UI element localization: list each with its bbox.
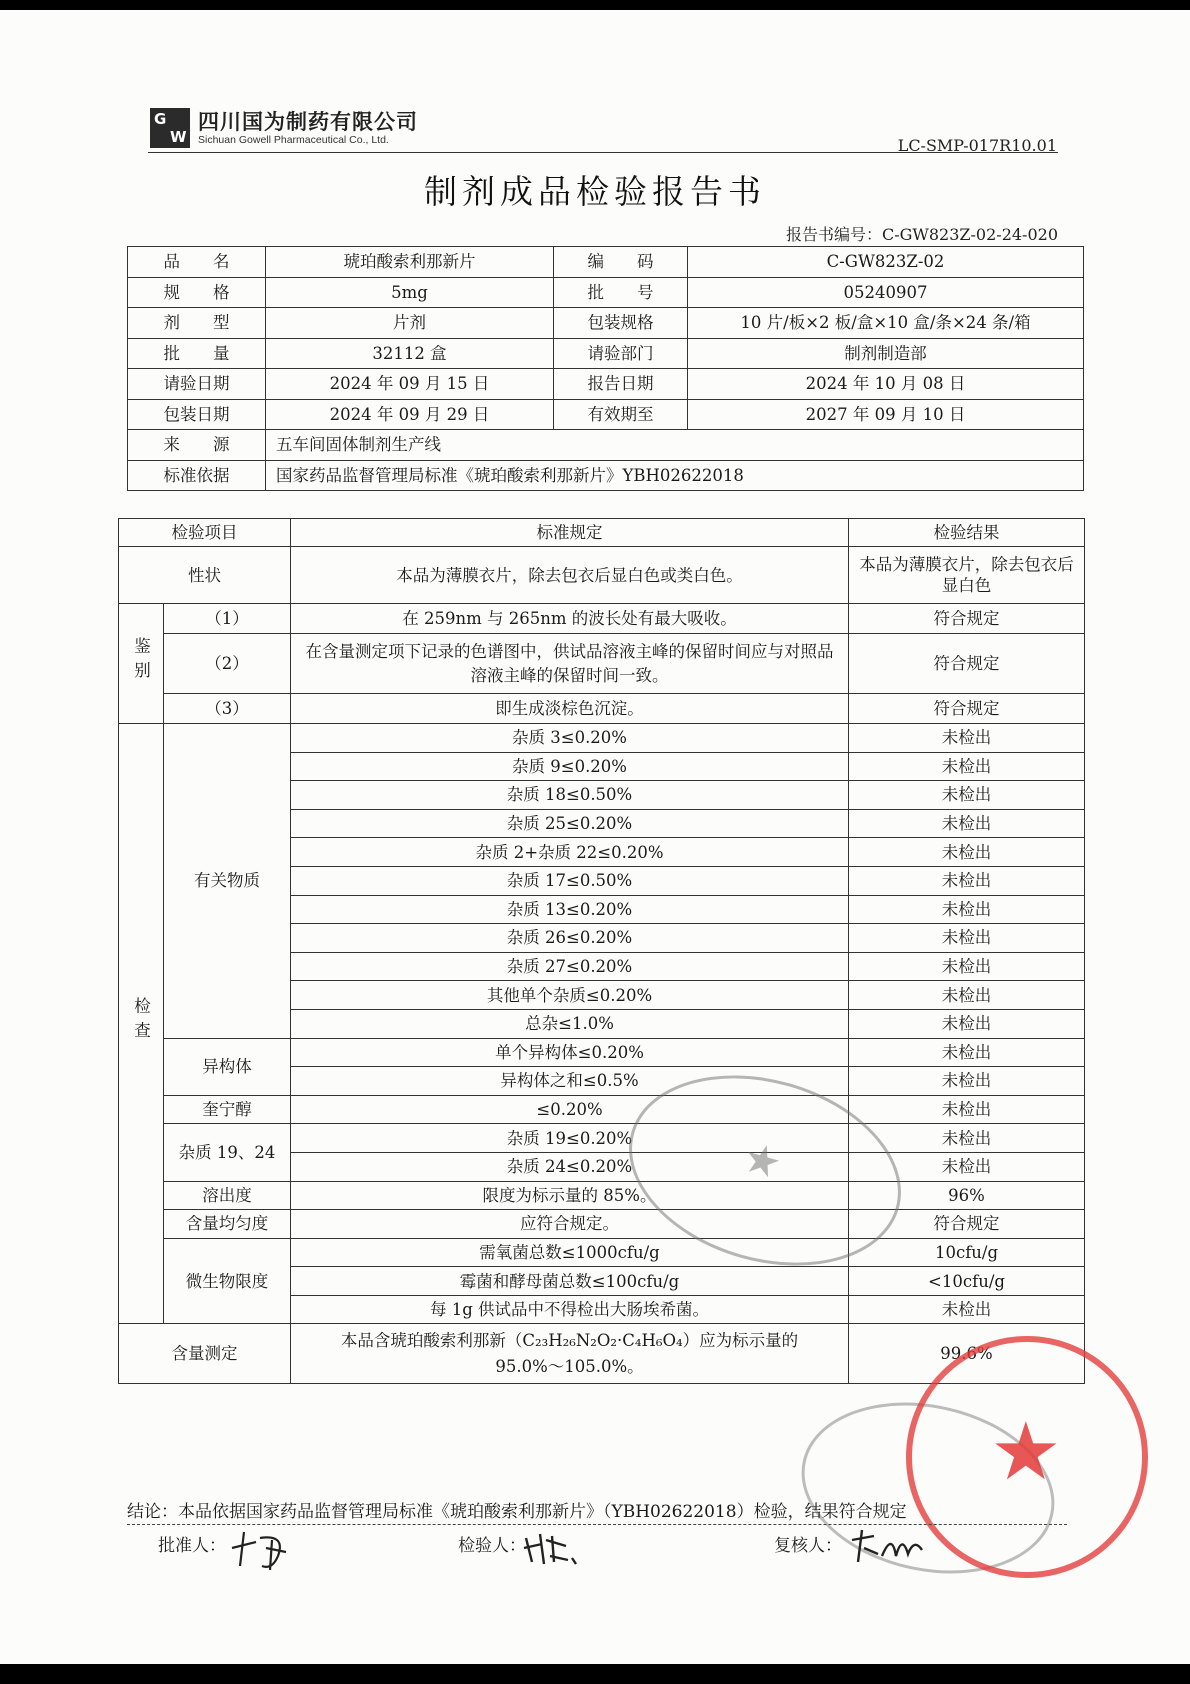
inspection-row bbox=[119, 1095, 1085, 1124]
assay-standard-line1: 本品含琥珀酸索利那新（C₂₃H₂₆N₂O₂·C₄H₆O₄）应为标示量的 bbox=[340, 1330, 799, 1350]
approver-signature bbox=[226, 1526, 296, 1574]
result-cell: 96% bbox=[849, 1181, 1085, 1210]
inspection-row bbox=[119, 1210, 1085, 1239]
company-name-cn: 四川国为制药有限公司 bbox=[198, 110, 418, 134]
info-value: 05240907 bbox=[688, 277, 1084, 308]
inspection-item-label: 有关物质 bbox=[164, 724, 291, 1039]
info-value: C-GW823Z-02 bbox=[688, 247, 1084, 278]
result-cell: 未检出 bbox=[849, 1067, 1085, 1096]
info-label: 报告日期 bbox=[554, 369, 688, 400]
info-value: 10 片/板×2 板/盒×10 盒/条×24 条/箱 bbox=[688, 308, 1084, 339]
result-cell: 未检出 bbox=[849, 924, 1085, 953]
result-cell: 未检出 bbox=[849, 838, 1085, 867]
result-cell: 未检出 bbox=[849, 809, 1085, 838]
info-row bbox=[128, 247, 1084, 278]
standard-cell: 在 259nm 与 265nm 的波长处有最大吸收。 bbox=[291, 604, 849, 634]
reviewer-label: 复核人： bbox=[774, 1536, 842, 1556]
info-value: 2024 年 10 月 08 日 bbox=[688, 369, 1084, 400]
inspection-item-label: 杂质 19、24 bbox=[164, 1124, 291, 1181]
standard-cell: 杂质 26≤0.20% bbox=[291, 924, 849, 953]
sub-item-no: （1） bbox=[164, 604, 291, 634]
info-value: 2024 年 09 月 29 日 bbox=[266, 399, 554, 430]
info-row bbox=[128, 369, 1084, 400]
scan-border-top bbox=[0, 0, 1190, 10]
result-cell: 未检出 bbox=[849, 895, 1085, 924]
inspection-item-label: 异构体 bbox=[164, 1038, 291, 1095]
assay-standard-line2: 95.0%～105.0%。 bbox=[495, 1356, 644, 1376]
result-cell: 未检出 bbox=[849, 752, 1085, 781]
info-value: 2024 年 09 月 15 日 bbox=[266, 369, 554, 400]
standard-cell: 杂质 9≤0.20% bbox=[291, 752, 849, 781]
standard-cell: 杂质 25≤0.20% bbox=[291, 809, 849, 838]
standard-cell: 杂质 24≤0.20% bbox=[291, 1152, 849, 1181]
standard-cell: 杂质 3≤0.20% bbox=[291, 724, 849, 753]
result-cell: 未检出 bbox=[849, 724, 1085, 753]
logo-letter-w: W bbox=[170, 128, 187, 146]
inspection-row bbox=[119, 1038, 1085, 1067]
identification-row bbox=[119, 604, 1085, 634]
info-label: 标准依据 bbox=[128, 460, 266, 491]
standard-cell: 杂质 17≤0.50% bbox=[291, 866, 849, 895]
result-cell: 未检出 bbox=[849, 981, 1085, 1010]
test-results-table bbox=[118, 518, 1085, 1384]
inspection-row bbox=[119, 1124, 1085, 1153]
scan-border-bottom bbox=[0, 1664, 1190, 1684]
inspection-row bbox=[119, 1181, 1085, 1210]
sub-item-no: （2） bbox=[164, 634, 291, 694]
result-cell: 未检出 bbox=[849, 1009, 1085, 1038]
assay-row bbox=[119, 1324, 1085, 1384]
company-name-en: Sichuan Gowell Pharmaceutical Co., Ltd. bbox=[198, 134, 389, 146]
info-label: 批 号 bbox=[554, 277, 688, 308]
inspector-signature bbox=[522, 1528, 582, 1568]
info-row-basis bbox=[128, 460, 1084, 491]
result-cell: 符合规定 bbox=[849, 634, 1085, 694]
inspection-item-label: 奎宁醇 bbox=[164, 1095, 291, 1124]
standard-cell: 杂质 27≤0.20% bbox=[291, 952, 849, 981]
info-row bbox=[128, 277, 1084, 308]
inspector-label: 检验人： bbox=[458, 1536, 526, 1556]
standard-cell: 需氧菌总数≤1000cfu/g bbox=[291, 1238, 849, 1267]
result-cell: 未检出 bbox=[849, 1095, 1085, 1124]
standard-cell: 总杂≤1.0% bbox=[291, 1009, 849, 1038]
info-label: 来 源 bbox=[128, 430, 266, 461]
info-value: 琥珀酸索利那新片 bbox=[266, 247, 554, 278]
info-label: 请验日期 bbox=[128, 369, 266, 400]
result-cell: 未检出 bbox=[849, 952, 1085, 981]
info-label: 包装日期 bbox=[128, 399, 266, 430]
info-label: 剂 型 bbox=[128, 308, 266, 339]
inspection-item-label: 含量均匀度 bbox=[164, 1210, 291, 1239]
result-cell: <10cfu/g bbox=[849, 1267, 1085, 1296]
header-result: 检验结果 bbox=[849, 519, 1085, 547]
info-row bbox=[128, 338, 1084, 369]
result-cell: 未检出 bbox=[849, 866, 1085, 895]
result-cell: 符合规定 bbox=[849, 1210, 1085, 1239]
info-row-source bbox=[128, 430, 1084, 461]
info-value: 制剂制造部 bbox=[688, 338, 1084, 369]
standard-cell: 其他单个杂质≤0.20% bbox=[291, 981, 849, 1010]
inspection-item-label: 微生物限度 bbox=[164, 1238, 291, 1324]
result-cell: 未检出 bbox=[849, 1038, 1085, 1067]
identification-row bbox=[119, 634, 1085, 694]
info-label: 规 格 bbox=[128, 277, 266, 308]
result-cell: 未检出 bbox=[849, 781, 1085, 810]
sub-item-no: （3） bbox=[164, 694, 291, 724]
header-divider bbox=[148, 152, 1058, 153]
standard-cell bbox=[291, 1324, 849, 1384]
header-standard: 标准规定 bbox=[291, 519, 849, 547]
result-cell: 未检出 bbox=[849, 1152, 1085, 1181]
info-value: 片剂 bbox=[266, 308, 554, 339]
info-row bbox=[128, 399, 1084, 430]
conclusion: 结论：本品依据国家药品监督管理局标准《琥珀酸索利那新片》（YBH02622018）检验，结果符合规定 bbox=[127, 1500, 1067, 1525]
result-cell: 99.6% bbox=[849, 1324, 1085, 1384]
appearance-row bbox=[119, 547, 1085, 604]
standard-cell: 即生成淡棕色沉淀。 bbox=[291, 694, 849, 724]
standard-cell: 限度为标示量的 85%。 bbox=[291, 1181, 849, 1210]
result-cell: 10cfu/g bbox=[849, 1238, 1085, 1267]
result-cell: 符合规定 bbox=[849, 604, 1085, 634]
info-value: 32112 盒 bbox=[266, 338, 554, 369]
report-number: 报告书编号：C-GW823Z-02-24-020 bbox=[785, 225, 1058, 244]
inspection-item-label: 溶出度 bbox=[164, 1181, 291, 1210]
info-value: 国家药品监督管理局标准《琥珀酸索利那新片》YBH02622018 bbox=[266, 460, 1084, 491]
header-item: 检验项目 bbox=[119, 519, 291, 547]
info-label: 品 名 bbox=[128, 247, 266, 278]
info-value: 五车间固体制剂生产线 bbox=[266, 430, 1084, 461]
standard-cell: 单个异构体≤0.20% bbox=[291, 1038, 849, 1067]
info-value: 2027 年 09 月 10 日 bbox=[688, 399, 1084, 430]
approver-label: 批准人： bbox=[158, 1536, 226, 1556]
standard-cell: 每 1g 供试品中不得检出大肠埃希菌。 bbox=[291, 1295, 849, 1324]
inspection-row bbox=[119, 1238, 1085, 1267]
info-label: 请验部门 bbox=[554, 338, 688, 369]
standard-cell: 本品为薄膜衣片，除去包衣后显白色或类白色。 bbox=[291, 547, 849, 604]
result-cell: 未检出 bbox=[849, 1295, 1085, 1324]
standard-cell: 霉菌和酵母菌总数≤100cfu/g bbox=[291, 1267, 849, 1296]
info-label: 包装规格 bbox=[554, 308, 688, 339]
info-label: 编 码 bbox=[554, 247, 688, 278]
standard-cell: 杂质 13≤0.20% bbox=[291, 895, 849, 924]
result-cell: 未检出 bbox=[849, 1124, 1085, 1153]
results-header-row bbox=[119, 519, 1085, 547]
standard-cell: ≤0.20% bbox=[291, 1095, 849, 1124]
standard-cell: 异构体之和≤0.5% bbox=[291, 1067, 849, 1096]
inspection-row bbox=[119, 724, 1085, 753]
document-code: LC-SMP-017R10.01 bbox=[897, 136, 1057, 155]
report-title: 制剂成品检验报告书 bbox=[424, 172, 766, 211]
standard-cell: 杂质 18≤0.50% bbox=[291, 781, 849, 810]
identification-label: 鉴别 bbox=[119, 604, 164, 724]
inspection-label-text: 检查 bbox=[131, 996, 151, 1046]
logo-letter-g: G bbox=[154, 110, 167, 128]
stamp-star-icon: ★ bbox=[990, 1405, 1062, 1498]
reviewer-signature bbox=[848, 1526, 928, 1566]
info-value: 5mg bbox=[266, 277, 554, 308]
company-header bbox=[198, 110, 418, 147]
item-label: 含量测定 bbox=[119, 1324, 291, 1384]
info-label: 有效期至 bbox=[554, 399, 688, 430]
info-label: 批 量 bbox=[128, 338, 266, 369]
info-row bbox=[128, 308, 1084, 339]
result-cell: 符合规定 bbox=[849, 694, 1085, 724]
standard-cell: 杂质 19≤0.20% bbox=[291, 1124, 849, 1153]
stamp-star-icon: ★ bbox=[737, 1131, 788, 1190]
identification-row bbox=[119, 694, 1085, 724]
standard-cell: 杂质 2+杂质 22≤0.20% bbox=[291, 838, 849, 867]
item-label: 性状 bbox=[119, 547, 291, 604]
product-info-table bbox=[127, 246, 1084, 491]
result-cell: 本品为薄膜衣片，除去包衣后显白色 bbox=[849, 547, 1085, 604]
inspection-label bbox=[119, 724, 164, 1324]
standard-cell: 在含量测定项下记录的色谱图中，供试品溶液主峰的保留时间应与对照品溶液主峰的保留时间一致。 bbox=[291, 634, 849, 694]
standard-cell: 应符合规定。 bbox=[291, 1210, 849, 1239]
company-logo bbox=[150, 108, 190, 148]
